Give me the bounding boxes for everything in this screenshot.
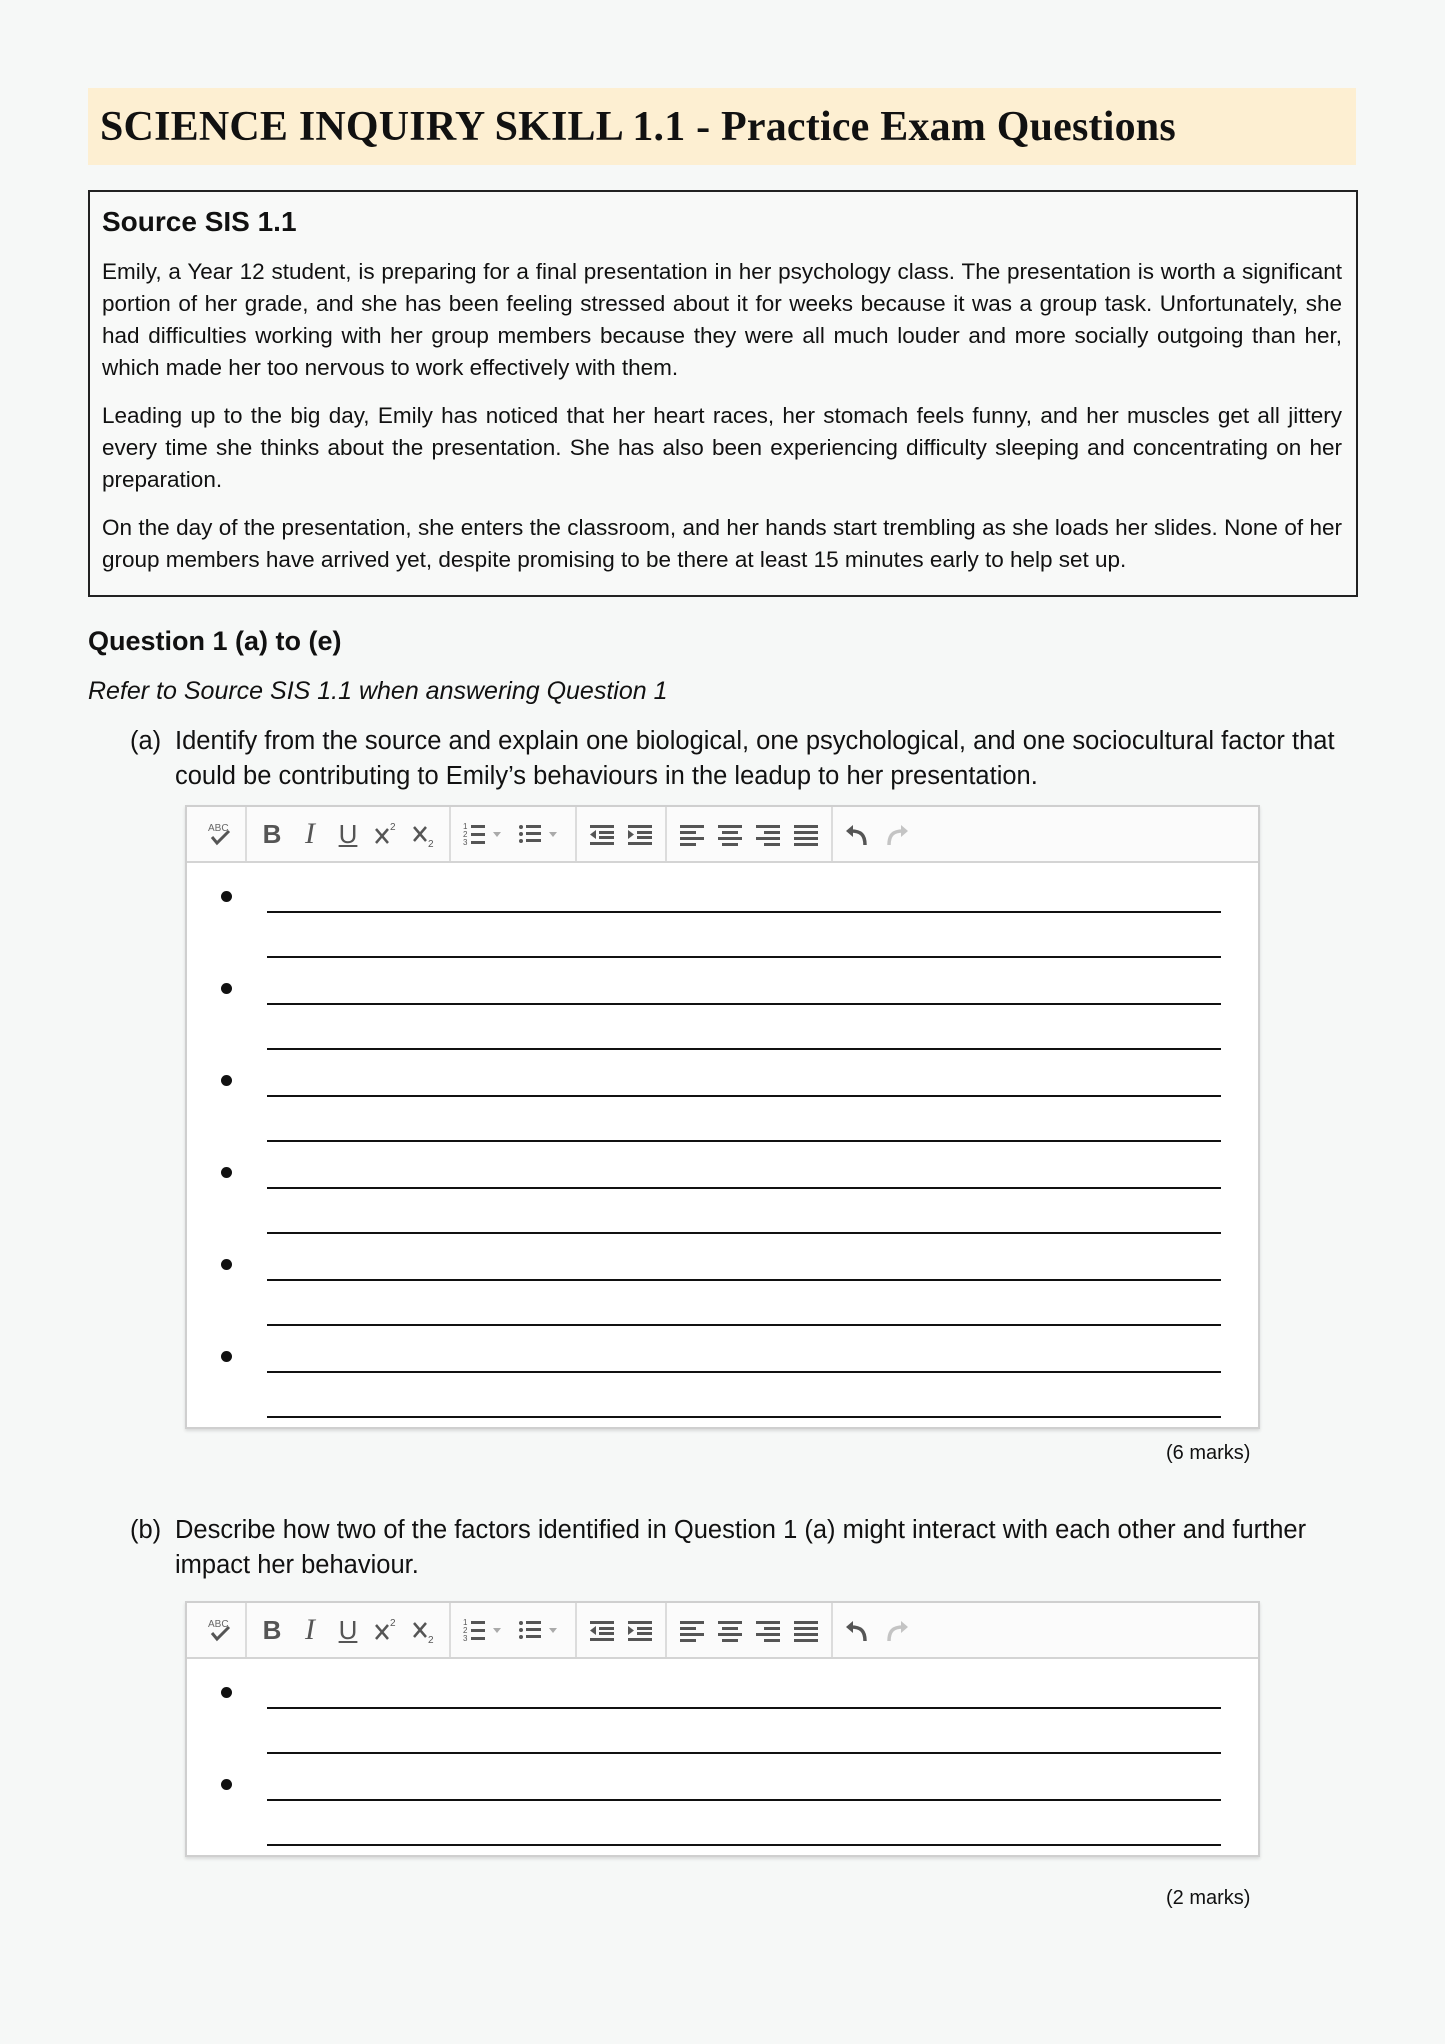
toolbar-group: [833, 807, 921, 861]
bullet-dot: [221, 1779, 232, 1790]
svg-text:2: 2: [428, 1635, 434, 1645]
part-letter: (a): [130, 727, 162, 755]
svg-text:2: 2: [463, 1626, 468, 1635]
align-right-icon[interactable]: [749, 1610, 787, 1650]
toolbar-group: [667, 807, 833, 861]
align-center-icon[interactable]: [711, 1610, 749, 1650]
page-title: SCIENCE INQUIRY SKILL 1.1 - Practice Exam Questions: [100, 103, 1176, 150]
answer-bullet[interactable]: [187, 1047, 1258, 1139]
source-paragraph: On the day of the presentation, she enters the classroom, and her hands start trembling as she loads her slides. None of her group members have arrived yet, despite promising to be there at least 15 minutes early to help set up.: [102, 515, 1342, 572]
answer-bullet[interactable]: [187, 863, 1258, 955]
subscript-icon[interactable]: [405, 814, 443, 854]
question-part-b: [130, 1513, 1350, 1583]
superscript-icon[interactable]: [367, 814, 405, 854]
outdent-icon[interactable]: [583, 1610, 621, 1650]
indent-icon[interactable]: [621, 814, 659, 854]
question-instruction: Refer to Source SIS 1.1 when answering Question 1: [88, 677, 668, 705]
undo-icon[interactable]: [839, 1610, 877, 1650]
align-center-icon[interactable]: [711, 814, 749, 854]
justify-icon[interactable]: [787, 814, 825, 854]
toolbar-group: [577, 807, 667, 861]
answer-line: [267, 1844, 1221, 1846]
redo-icon[interactable]: [877, 1610, 915, 1650]
answer-editor-a: [185, 805, 1260, 1429]
bullet-dot: [221, 1167, 232, 1178]
svg-text:2: 2: [390, 822, 396, 833]
indent-icon[interactable]: [621, 1610, 659, 1650]
part-letter: (b): [130, 1516, 162, 1544]
toolbar-group: [195, 1603, 247, 1657]
bold-icon[interactable]: B: [262, 818, 282, 849]
svg-text:3: 3: [463, 1634, 468, 1643]
editor-toolbar: [187, 807, 1258, 863]
answer-bullet[interactable]: [187, 1231, 1258, 1323]
svg-text:1: 1: [463, 1618, 468, 1627]
redo-icon[interactable]: [877, 814, 915, 854]
svg-text:2: 2: [463, 830, 468, 839]
toolbar-group: [667, 1603, 833, 1657]
align-left-icon[interactable]: [673, 814, 711, 854]
part-text: Identify from the source and explain one biological, one psychological, and one sociocultural factor that could be contributing to Emily’s behaviours in the leadup to her presentation.: [175, 727, 1335, 790]
outdent-icon[interactable]: [583, 814, 621, 854]
svg-text:ABC: ABC: [208, 823, 229, 834]
spellcheck-icon[interactable]: [201, 814, 239, 854]
bullet-dot: [221, 983, 232, 994]
bullet-dot: [221, 1075, 232, 1086]
answer-line: [267, 1371, 1221, 1373]
underline-icon[interactable]: U: [338, 818, 358, 849]
answer-line: [267, 1799, 1221, 1801]
answer-line: [267, 911, 1221, 913]
answer-line: [267, 1416, 1221, 1418]
answer-bullet[interactable]: [187, 955, 1258, 1047]
marks-label: (2 marks): [1166, 1887, 1251, 1909]
svg-text:2: 2: [428, 839, 434, 849]
bulleted-list-icon[interactable]: [513, 1610, 569, 1650]
answer-line: [267, 1095, 1221, 1097]
question-heading: Question 1 (a) to (e): [88, 626, 342, 656]
numbered-list-icon[interactable]: [457, 814, 513, 854]
toolbar-group: [247, 1603, 451, 1657]
source-paragraph: Leading up to the big day, Emily has noticed that her heart races, her stomach feels funny, and her muscles get all jittery every time she thinks about the presentation. She has also been experiencing difficulty sleeping and concentrating on her preparation.: [102, 403, 1342, 492]
bullet-dot: [221, 1351, 232, 1362]
bullet-dot: [221, 1687, 232, 1698]
question-part-a: [130, 724, 1350, 794]
answer-area[interactable]: [187, 1659, 1258, 1855]
toolbar-group: [451, 807, 577, 861]
svg-text:ABC: ABC: [208, 1619, 229, 1630]
part-text: Describe how two of the factors identified in Question 1 (a) might interact with each other and further impact her behaviour.: [175, 1516, 1307, 1579]
toolbar-group: [577, 1603, 667, 1657]
undo-icon[interactable]: [839, 814, 877, 854]
answer-line: [267, 1187, 1221, 1189]
answer-line: [267, 1279, 1221, 1281]
source-box: [88, 190, 1358, 597]
align-left-icon[interactable]: [673, 1610, 711, 1650]
answer-line: [267, 1707, 1221, 1709]
underline-icon[interactable]: U: [338, 1614, 358, 1645]
title-banner: [88, 88, 1356, 165]
justify-icon[interactable]: [787, 1610, 825, 1650]
superscript-icon[interactable]: [367, 1610, 405, 1650]
source-heading: Source SIS 1.1: [102, 206, 297, 237]
source-paragraph: Emily, a Year 12 student, is preparing for a final presentation in her psychology class. The presentation is worth a significant portion of her grade, and she has been feeling stressed about it for weeks because it was a group task. Unfortunately, she had difficulties working with her group members because they were all much louder and more socially outgoing than her, which made her too nervous to work effectively with them.: [102, 259, 1342, 380]
bold-icon[interactable]: B: [262, 1614, 282, 1645]
answer-area[interactable]: [187, 863, 1258, 1427]
marks-label: (6 marks): [1166, 1442, 1251, 1464]
toolbar-group: [451, 1603, 577, 1657]
bullet-dot: [221, 891, 232, 902]
svg-text:2: 2: [390, 1618, 396, 1629]
answer-bullet[interactable]: [187, 1323, 1258, 1415]
bullet-dot: [221, 1259, 232, 1270]
answer-bullet[interactable]: [187, 1139, 1258, 1231]
answer-bullet[interactable]: [187, 1751, 1258, 1843]
toolbar-group: [833, 1603, 921, 1657]
answer-editor-b: [185, 1601, 1260, 1857]
bulleted-list-icon[interactable]: [513, 814, 569, 854]
subscript-icon[interactable]: [405, 1610, 443, 1650]
italic-icon[interactable]: I: [305, 1613, 315, 1646]
italic-icon[interactable]: I: [305, 817, 315, 850]
spellcheck-icon[interactable]: [201, 1610, 239, 1650]
editor-toolbar: [187, 1603, 1258, 1659]
answer-line: [267, 1003, 1221, 1005]
answer-bullet[interactable]: [187, 1659, 1258, 1751]
toolbar-group: [247, 807, 451, 861]
svg-text:1: 1: [463, 822, 468, 831]
svg-text:3: 3: [463, 838, 468, 847]
align-right-icon[interactable]: [749, 814, 787, 854]
numbered-list-icon[interactable]: [457, 1610, 513, 1650]
toolbar-group: [195, 807, 247, 861]
